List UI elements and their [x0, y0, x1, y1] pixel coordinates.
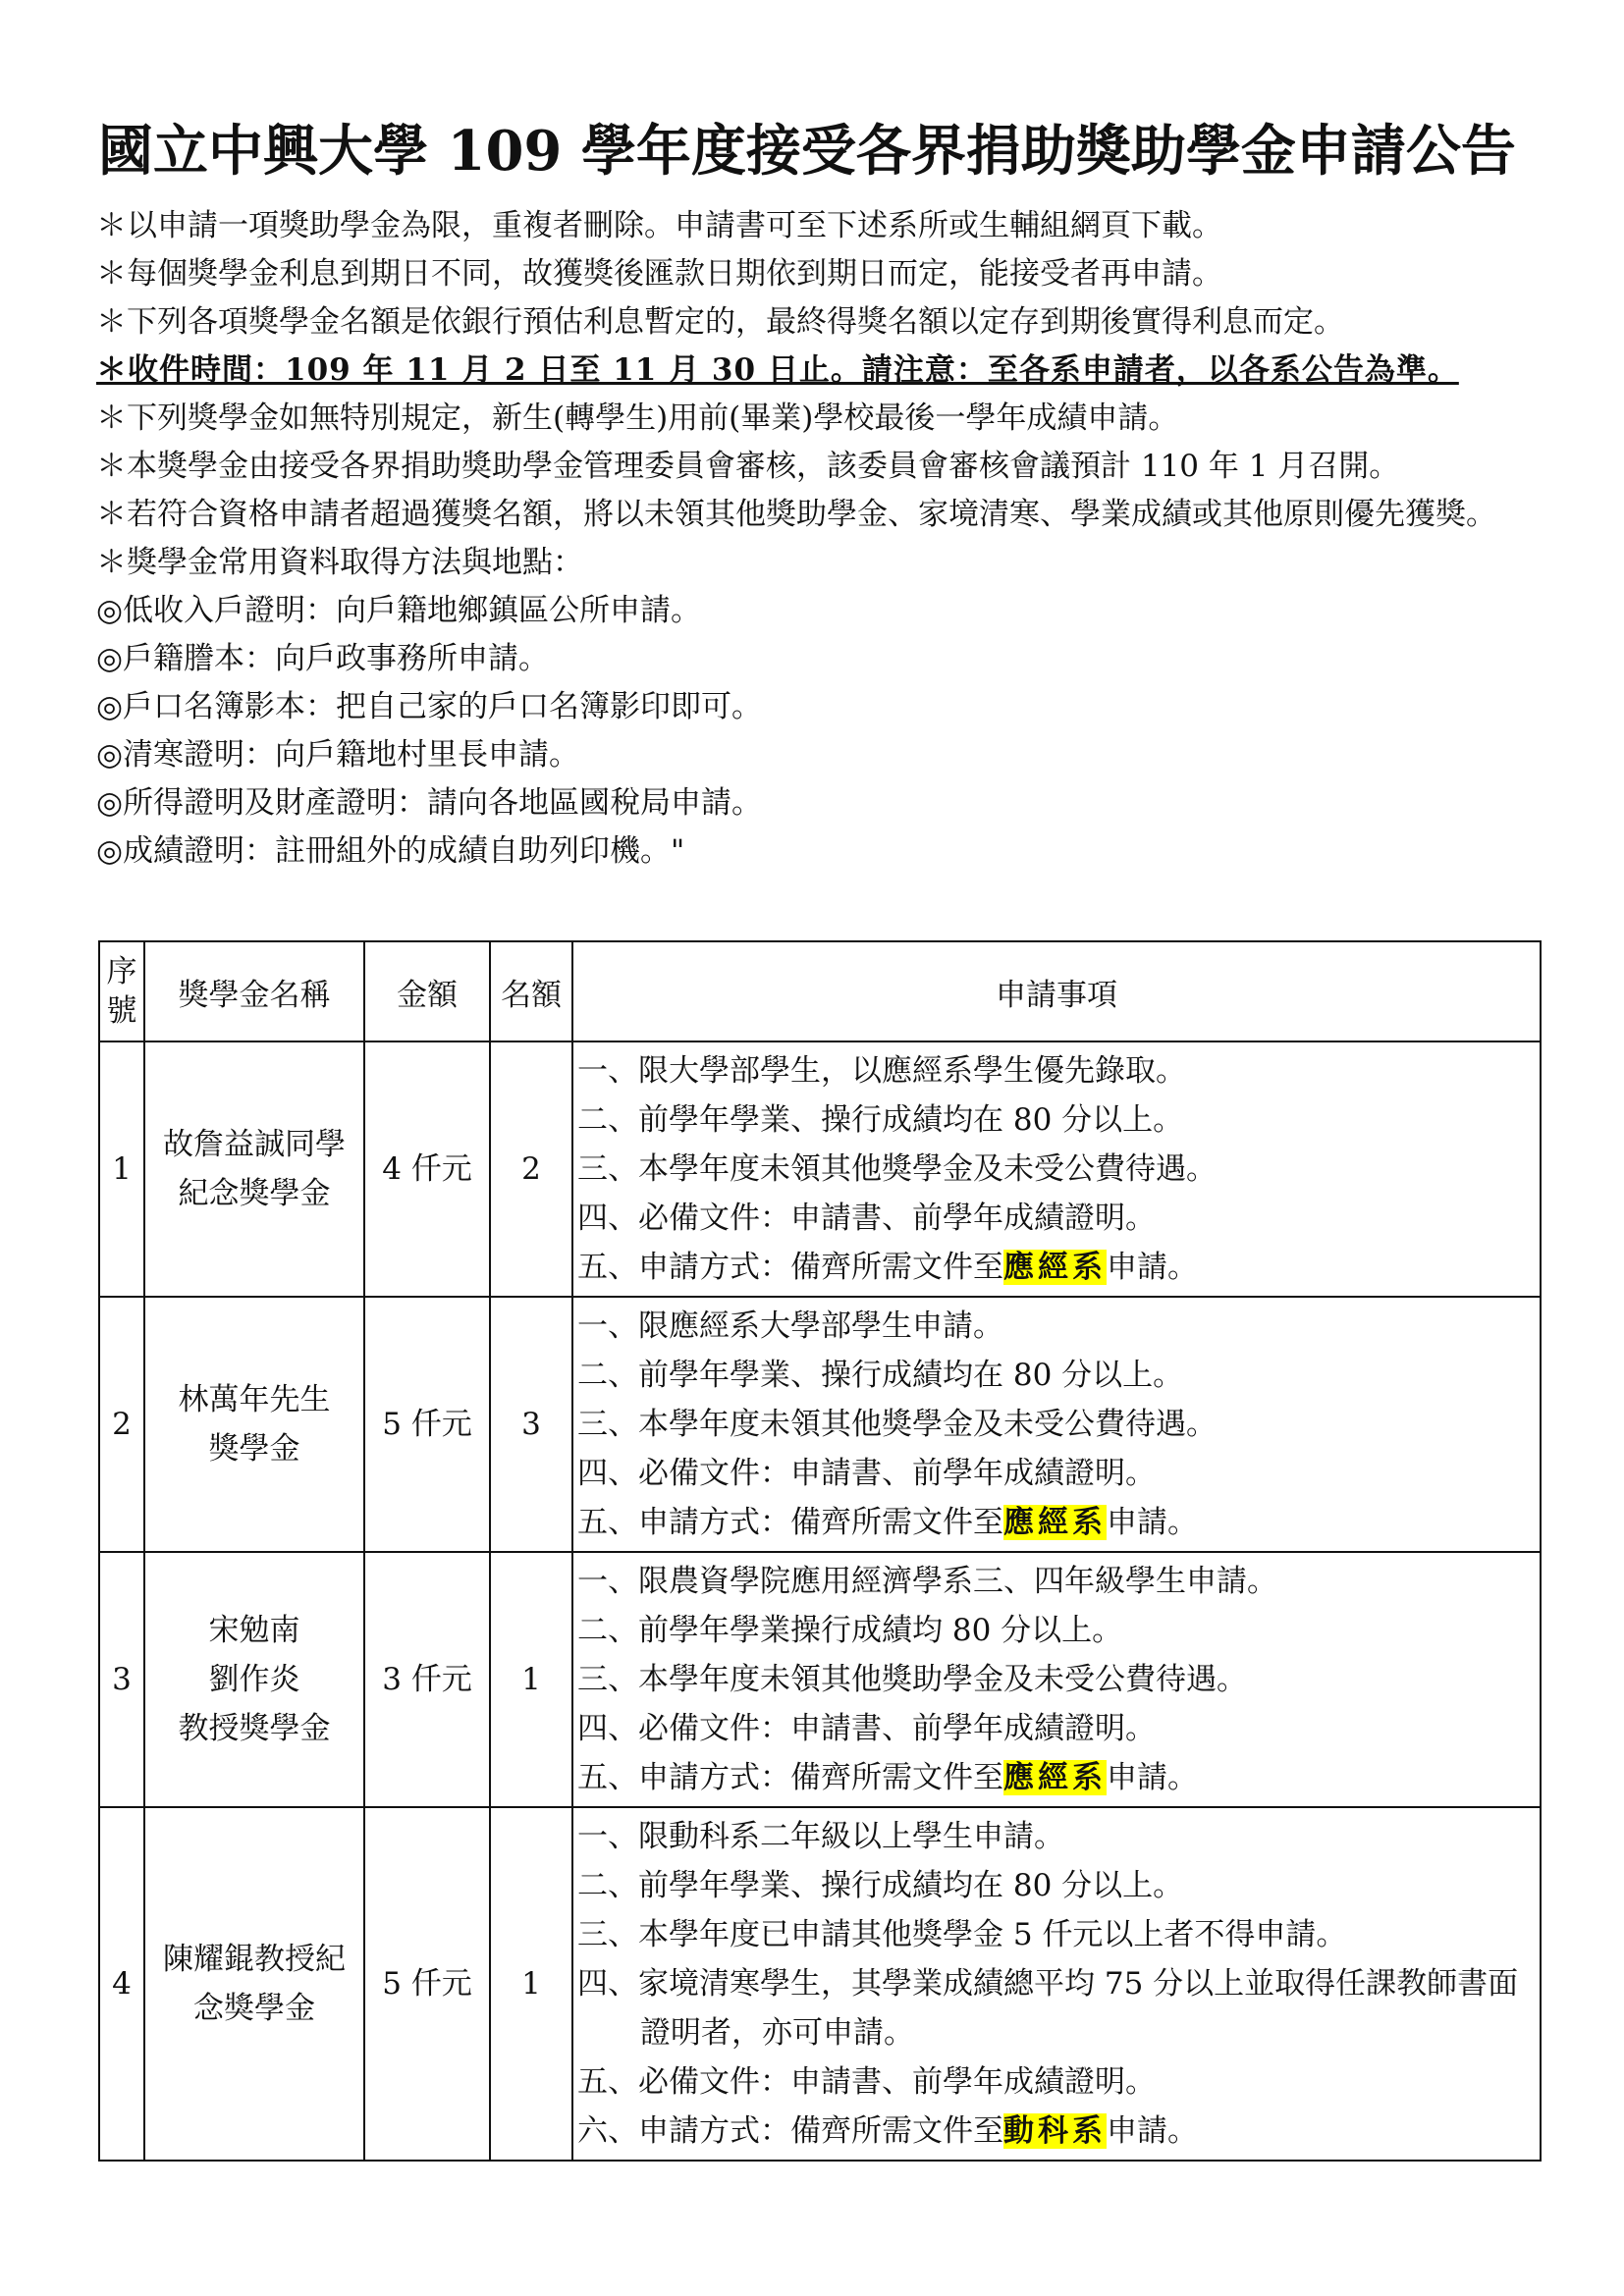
highlighted-department: 應經系 [1003, 1250, 1107, 1285]
scholarship-name-line: 教授獎學金 [178, 1711, 331, 1746]
requirement-line [577, 1753, 1530, 1802]
header-quota: 名額 [490, 941, 572, 1041]
note-line: ◎戶口名簿影本：把自己家的戶口名簿影印即可。 [96, 689, 763, 724]
note-line: ◎所得證明及財產證明：請向各地區國稅局申請。 [96, 785, 763, 821]
requirement-line [577, 1400, 1530, 1449]
amount-cell: 5 仟元 [364, 1297, 490, 1552]
quota-cell: 1 [490, 1807, 572, 2161]
requirement-text: 六、申請方式：備齊所需文件至 [577, 2113, 1003, 2149]
requirement-line [577, 1557, 1530, 1606]
requirement-text: 三、本學年度未領其他獎學金及未受公費待遇。 [577, 1407, 1217, 1442]
row-number: 4 [99, 1807, 144, 2161]
requirement-line [577, 1704, 1530, 1753]
requirement-text: 二、前學年學業、操行成績均在 80 分以上。 [577, 1102, 1184, 1138]
requirements-cell [572, 1041, 1541, 1297]
requirement-line [577, 1194, 1530, 1243]
scholarship-table [98, 940, 1542, 2162]
requirement-line [577, 1302, 1530, 1351]
scholarship-name-line: 陳耀錕教授紀 [163, 1942, 346, 1977]
quota-cell: 3 [490, 1297, 572, 1552]
requirement-text: 一、限動科系二年級以上學生申請。 [577, 1819, 1064, 1854]
requirement-line [577, 1095, 1530, 1145]
row-number: 1 [99, 1041, 144, 1297]
requirement-line [577, 1655, 1530, 1704]
requirement-text: 四、家境清寒學生，其學業成績總平均 75 分以上並取得任課教師書面證明者，亦可申請。 [577, 1966, 1519, 2051]
amount-cell: 5 仟元 [364, 1807, 490, 2161]
requirement-text: 三、本學年度未領其他獎學金及未受公費待遇。 [577, 1151, 1217, 1187]
note-line: ＊若符合資格申請者超過獲獎名額，將以未領其他獎助學金、家境清寒、學業成績或其他原則優先獲獎。 [96, 497, 1496, 532]
requirement-text-after: 申請。 [1107, 1505, 1198, 1540]
requirement-line [577, 1351, 1530, 1400]
scholarship-name-line: 宋勉南 [208, 1613, 300, 1648]
amount-cell: 3 仟元 [364, 1552, 490, 1807]
scholarship-name-line: 故詹益誠同學 [163, 1127, 346, 1162]
scholarship-name-line: 獎學金 [208, 1431, 300, 1467]
scholarship-name-line: 劉作炎 [208, 1662, 300, 1697]
requirement-text: 二、前學年學業、操行成績均在 80 分以上。 [577, 1358, 1184, 1393]
requirement-text: 二、前學年學業、操行成績均在 80 分以上。 [577, 1868, 1184, 1903]
requirements-cell [572, 1807, 1541, 2161]
requirement-text: 四、必備文件：申請書、前學年成績證明。 [577, 1711, 1156, 1746]
page-title: 國立中興大學 109 學年度接受各界捐助獎助學金申請公告 [98, 119, 1516, 184]
quota-cell: 1 [490, 1552, 572, 1807]
note-line: ◎清寒證明：向戶籍地村里長申請。 [96, 737, 580, 773]
note-line: ＊下列獎學金如無特別規定，新生(轉學生)用前(畢業)學校最後一學年成績申請。 [96, 400, 1179, 436]
table-body [99, 1041, 1541, 2161]
requirement-text: 二、前學年學業操行成績均 80 分以上。 [577, 1613, 1123, 1648]
requirement-text: 一、限應經系大學部學生申請。 [577, 1308, 1003, 1344]
note-line: ◎低收入戶證明：向戶籍地鄉鎮區公所申請。 [96, 593, 702, 628]
header-no-line1: 序 [106, 954, 137, 989]
table-row [99, 1297, 1541, 1552]
requirement-text: 五、申請方式：備齊所需文件至 [577, 1760, 1003, 1795]
row-number: 3 [99, 1552, 144, 1807]
table-row [99, 1552, 1541, 1807]
requirement-text-after: 申請。 [1107, 1760, 1198, 1795]
requirement-text: 四、必備文件：申請書、前學年成績證明。 [577, 1201, 1156, 1236]
requirement-line [577, 1959, 1530, 2057]
requirement-line [577, 1449, 1530, 1498]
requirement-line [577, 1046, 1530, 1095]
header-items: 申請事項 [572, 941, 1541, 1041]
highlighted-department: 應經系 [1003, 1505, 1107, 1540]
requirement-line [577, 1910, 1530, 1959]
scholarship-name-cell [144, 1297, 364, 1552]
requirement-text-after: 申請。 [1107, 2113, 1198, 2149]
note-line: ＊收件時間：109 年 11 月 2 日至 11 月 30 日止。請注意：至各系申請者，以各系公告為準。 [96, 352, 1459, 388]
header-no-line2: 號 [106, 993, 137, 1029]
note-line: ＊以申請一項獎助學金為限，重複者刪除。申請書可至下述系所或生輔組網頁下載。 [96, 208, 1222, 243]
requirement-text: 三、本學年度未領其他獎助學金及未受公費待遇。 [577, 1662, 1247, 1697]
scholarship-name-cell [144, 1041, 364, 1297]
notes-list [96, 202, 1549, 876]
requirement-line [577, 2107, 1530, 2156]
scholarship-name-line: 林萬年先生 [178, 1382, 331, 1417]
requirement-text: 一、限農資學院應用經濟學系三、四年級學生申請。 [577, 1564, 1277, 1599]
header-name: 獎學金名稱 [144, 941, 364, 1041]
note-line: ＊每個獎學金利息到期日不同，故獲獎後匯款日期依到期日而定，能接受者再申請。 [96, 256, 1222, 292]
requirement-text: 五、申請方式：備齊所需文件至 [577, 1505, 1003, 1540]
scholarship-name-cell [144, 1807, 364, 2161]
requirement-text: 三、本學年度已申請其他獎學金 5 仟元以上者不得申請。 [577, 1917, 1347, 1952]
requirement-line [577, 2057, 1530, 2107]
scholarship-name-cell [144, 1552, 364, 1807]
header-no [99, 941, 144, 1041]
note-line: ＊下列各項獎學金名額是依銀行預估利息暫定的，最終得獎名額以定存到期後實得利息而定。 [96, 304, 1344, 340]
scholarship-name-line: 紀念獎學金 [178, 1176, 331, 1211]
requirement-text: 一、限大學部學生，以應經系學生優先錄取。 [577, 1053, 1186, 1089]
highlighted-department: 應經系 [1003, 1760, 1107, 1795]
scholarship-name-line: 念獎學金 [193, 1991, 315, 2026]
requirement-text: 五、必備文件：申請書、前學年成績證明。 [577, 2064, 1156, 2100]
note-line: ＊獎學金常用資料取得方法與地點： [96, 545, 583, 580]
table-header-row [99, 941, 1541, 1041]
note-line: ◎戶籍謄本：向戶政事務所申請。 [96, 641, 550, 676]
requirement-line [577, 1498, 1530, 1547]
requirement-text: 四、必備文件：申請書、前學年成績證明。 [577, 1456, 1156, 1491]
requirement-text: 五、申請方式：備齊所需文件至 [577, 1250, 1003, 1285]
header-amount: 金額 [364, 941, 490, 1041]
requirements-cell [572, 1552, 1541, 1807]
requirement-line [577, 1145, 1530, 1194]
highlighted-department: 動科系 [1003, 2113, 1107, 2149]
note-line: ＊本獎學金由接受各界捐助獎助學金管理委員會審核，該委員會審核會議預計 110 年 1 月召開。 [96, 449, 1400, 484]
requirements-cell [572, 1297, 1541, 1552]
requirement-line [577, 1861, 1530, 1910]
table-row [99, 1807, 1541, 2161]
requirement-line [577, 1812, 1530, 1861]
row-number: 2 [99, 1297, 144, 1552]
requirement-line [577, 1243, 1530, 1292]
note-line: ◎成績證明：註冊組外的成績自助列印機。" [96, 833, 685, 869]
quota-cell: 2 [490, 1041, 572, 1297]
requirement-line [577, 1606, 1530, 1655]
requirement-text-after: 申請。 [1107, 1250, 1198, 1285]
amount-cell: 4 仟元 [364, 1041, 490, 1297]
table-row [99, 1041, 1541, 1297]
